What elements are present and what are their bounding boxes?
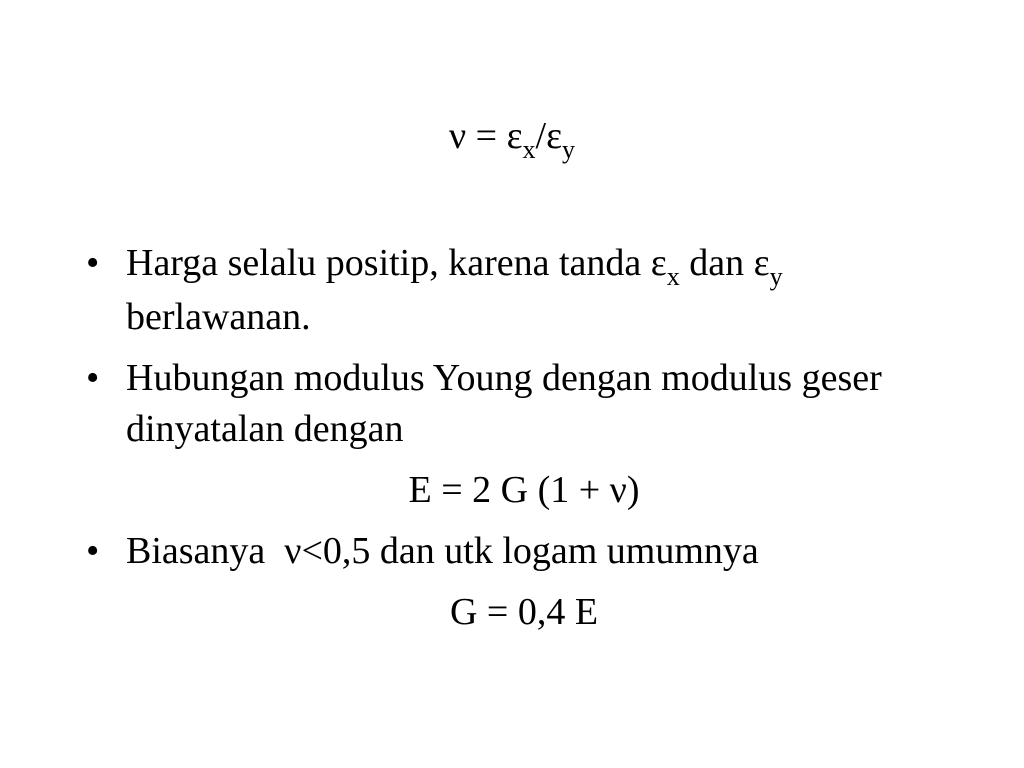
bullet-mark: • — [86, 357, 100, 399]
bullet-mark: • — [86, 530, 100, 572]
slide-content — [84, 238, 964, 648]
poisson-ratio-formula — [0, 112, 1024, 164]
formula-lhs: ν = ε — [448, 115, 523, 157]
bullet-mark: • — [86, 242, 100, 284]
bullet-text-part: dan ε — [679, 242, 770, 284]
formula-subscript-x: x — [522, 135, 536, 164]
bullet-text: Hubungan modulus Young dengan modulus geser dinyatalan dengan — [126, 357, 882, 450]
metal-shear-equation: G = 0,4 E — [449, 591, 599, 633]
subscript-y: y — [769, 262, 783, 291]
bullet-text: Biasanya ν<0,5 dan utk logam umumnya — [126, 530, 759, 572]
bullet-item — [84, 526, 964, 577]
formula-slash: /ε — [535, 115, 563, 157]
bullet-item — [84, 353, 964, 455]
subscript-x: x — [666, 262, 680, 291]
bullet-item — [84, 238, 964, 343]
formula-subscript-y: y — [562, 135, 576, 164]
bullet-text-part: Harga selalu positip, karena tanda ε — [126, 242, 667, 284]
bullet-text-part: berlawanan. — [126, 296, 311, 338]
young-shear-equation: E = 2 G (1 + ν) — [408, 469, 640, 511]
